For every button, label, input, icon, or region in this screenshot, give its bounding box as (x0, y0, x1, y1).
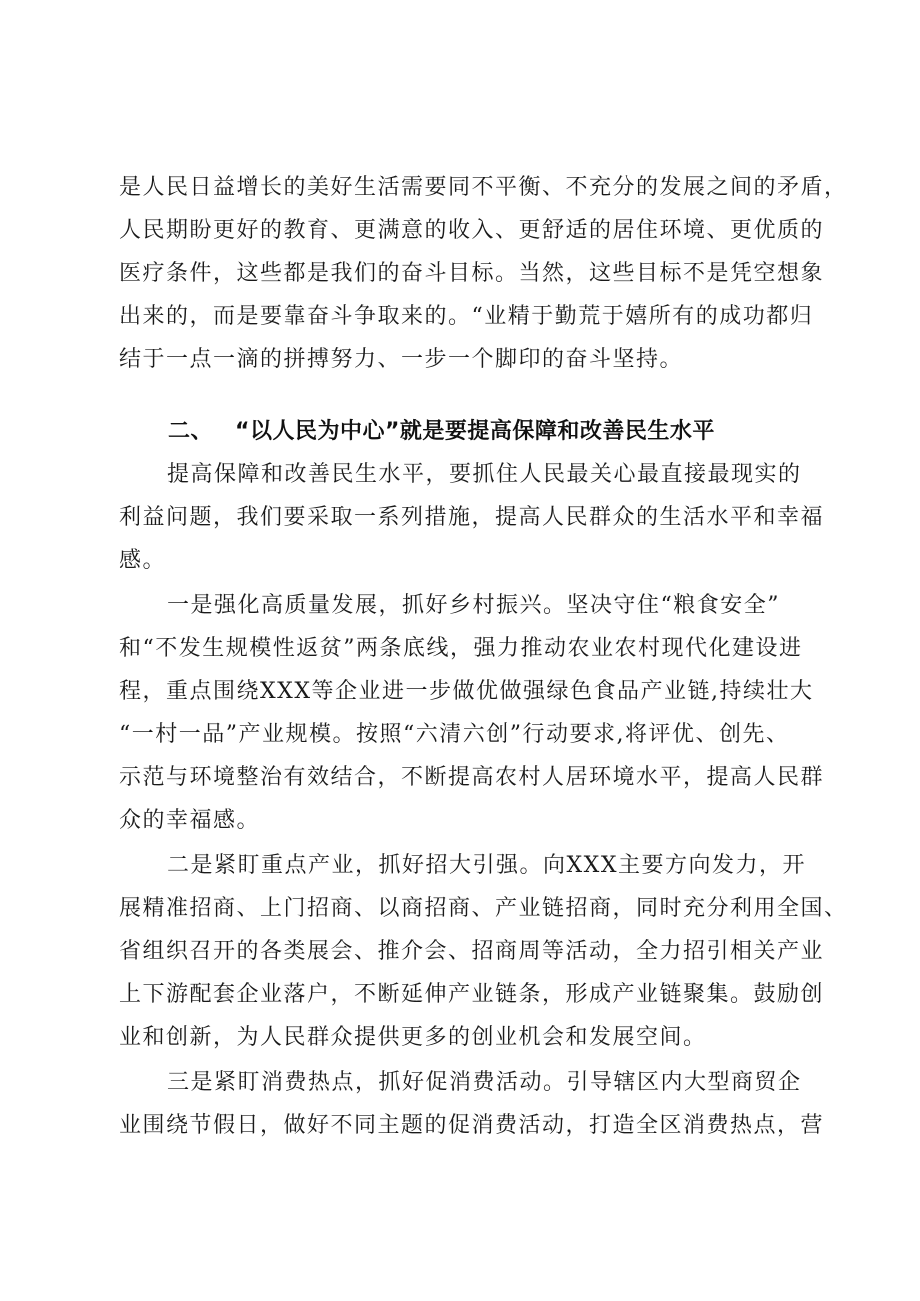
paragraph-line: 省组织召开的各类展会、推介会、招商周等活动，全力招引相关产业 (119, 939, 825, 964)
paragraph-line: 和“不发生规模性返贫”两条底线，强力推动农业农村现代化建设进 (119, 636, 803, 661)
paragraph-line: 一是强化高质量发展，抓好乡村振兴。坚决守住“粮食安全” (167, 593, 780, 618)
paragraph-5 (119, 1061, 825, 1147)
paragraph-line: 业围绕节假日，做好不同主题的促消费活动，打造全区消费热点，营 (119, 1113, 825, 1138)
section-number: 二、 (168, 419, 214, 444)
paragraph-line: 三是紧盯消费热点，抓好促消费活动。引导辖区内大型商贸企 (167, 1070, 802, 1095)
paragraph-line: 程，重点围绕XXX等企业进一步做优做强绿色食品产业链,持续壮大 (119, 679, 814, 704)
paragraph-line: 示范与环境整治有效结合，不断提高农村人居环境水平，提高人民群 (119, 765, 825, 790)
paragraph-line: 感。 (119, 548, 167, 573)
paragraph-line: 二是紧盯重点产业，抓好招大引强。向XXX主要方向发力，开 (167, 853, 806, 878)
paragraph-line: 上下游配套企业落户，不断延伸产业链条，形成产业链聚集。鼓励创 (119, 982, 825, 1007)
paragraph-line: 医疗条件，这些都是我们的奋斗目标。当然，这些目标不是凭空想象 (119, 261, 825, 286)
paragraph-4 (119, 844, 848, 1059)
section-title: “以人民为中心”就是要提高保障和改善民生水平 (235, 419, 715, 444)
paragraph-line: 提高保障和改善民生水平，要抓住人民最关心最直接最现实的 (167, 462, 802, 487)
paragraph-line: 结于一点一滴的拼搏努力、一步一个脚印的奋斗坚持。 (119, 347, 684, 372)
paragraph-line: 展精准招商、上门招商、以商招商、产业链招商，同时充分利用全国、 (119, 896, 848, 921)
paragraph-line: 是人民日益增长的美好生活需要同不平衡、不充分的发展之间的矛盾， (119, 175, 848, 200)
paragraph-line: 出来的，而是要靠奋斗争取来的。“业精于勤荒于嬉所有的成功都归 (119, 304, 814, 329)
paragraph-line: 人民期盼更好的教育、更满意的收入、更舒适的居住环境、更优质的 (119, 218, 825, 243)
paragraph-2 (119, 453, 825, 582)
section-heading (168, 414, 715, 445)
paragraph-line: 业和创新，为人民群众提供更多的创业机会和发展空间。 (119, 1025, 707, 1050)
paragraph-line: 众的幸福感。 (119, 808, 261, 833)
paragraph-line: “一村一品”产业规模。按照“六清六创”行动要求,将评优、创先、 (119, 722, 790, 747)
paragraph-3 (119, 584, 825, 842)
paragraph-line: 利益问题，我们要采取一系列措施，提高人民群众的生活水平和幸福 (119, 505, 825, 530)
paragraph-1 (119, 166, 848, 381)
